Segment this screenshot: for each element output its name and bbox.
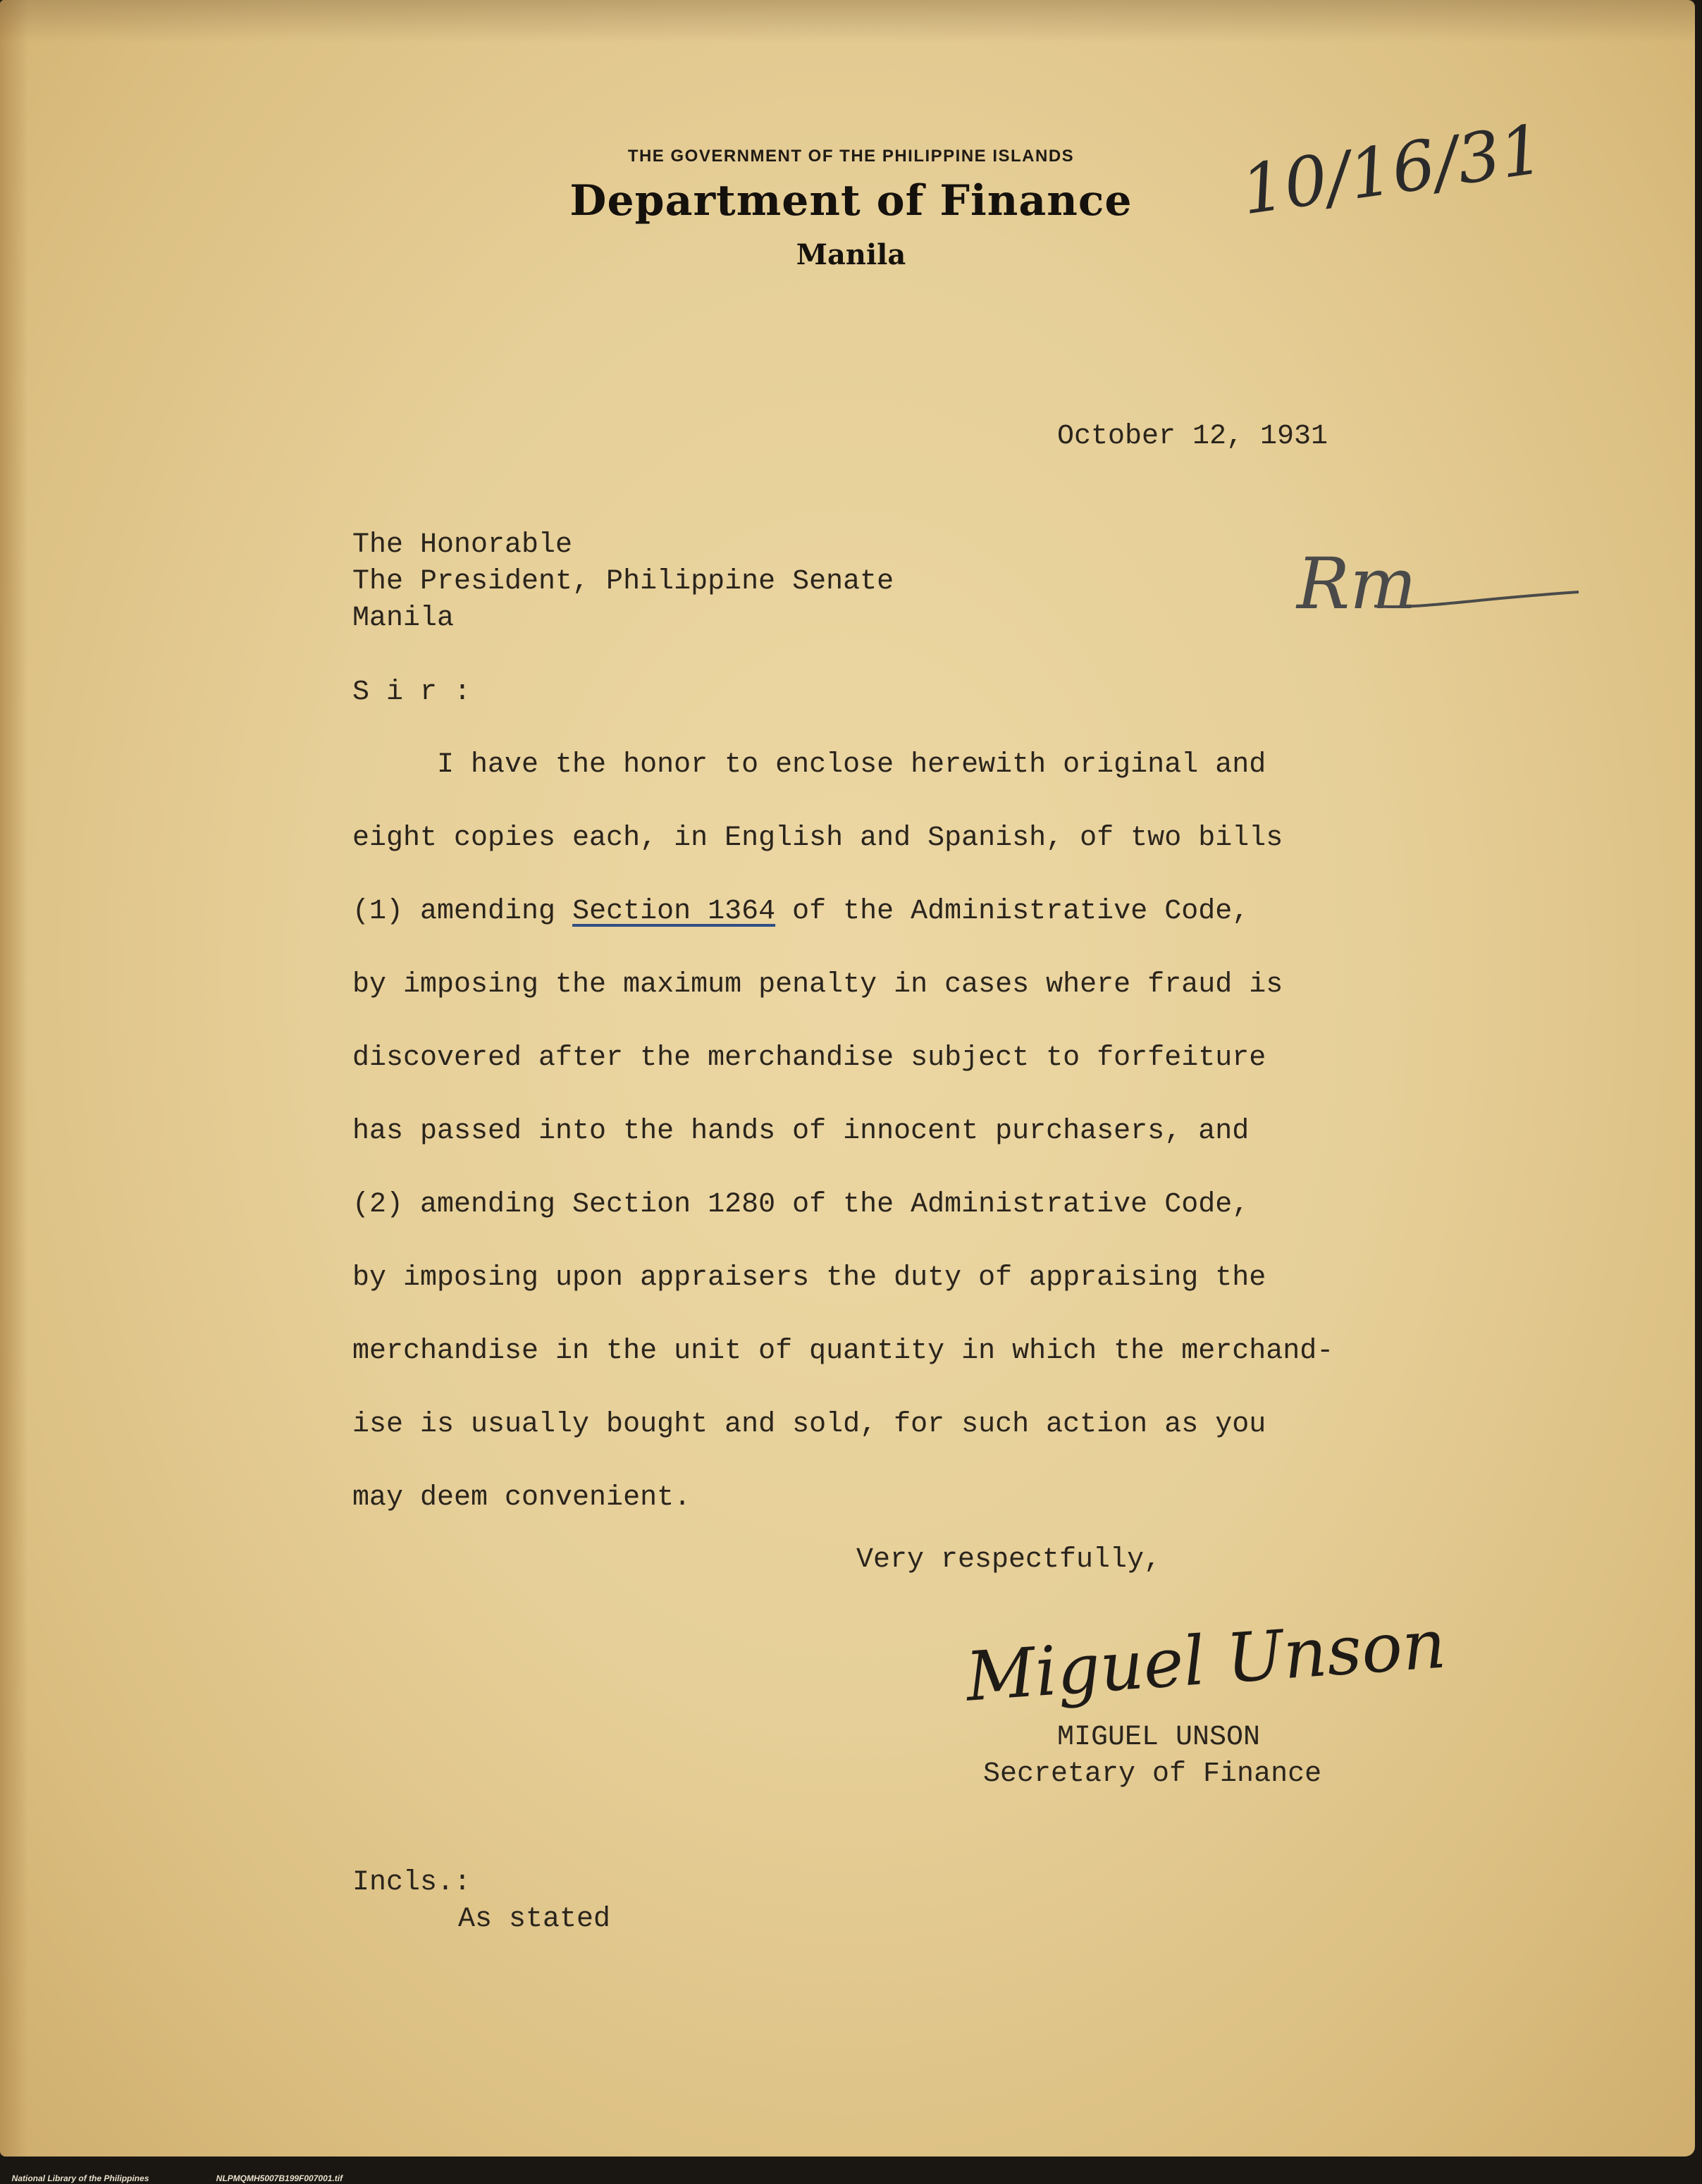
addressee-line-3: Manila (352, 603, 455, 634)
inclosures-label: Incls.: (352, 1867, 471, 1899)
footer-file-id: NLPMQMH5007B199F007001.tif (216, 2173, 343, 2183)
body-line-4: by imposing the maximum penalty in cases where fraud is (352, 969, 1283, 1001)
signer-title: Secretary of Finance (983, 1758, 1322, 1790)
handwritten-date: 10/16/31 (1236, 109, 1548, 230)
body-line-3-end: of the Administrative Code, (775, 896, 1250, 927)
letterhead-government: THE GOVERNMENT OF THE PHILIPPINE ISLANDS (627, 147, 1075, 166)
footer-caption (7, 2164, 149, 2183)
section-1364-reference: Section 1364 (572, 896, 776, 927)
body-line-9: merchandise in the unit of quantity in which the merchand- (352, 1335, 1334, 1367)
body-line-1: I have the honor to enclose herewith original and (352, 749, 1266, 781)
inclosures-value: As stated (458, 1904, 611, 1935)
letter-date: October 12, 1931 (1057, 421, 1328, 452)
closing: Very respectfully, (856, 1544, 1161, 1576)
footer-file-id-wrap (211, 2164, 343, 2183)
letterhead-department: Department of Finance (569, 176, 1133, 226)
handwritten-initials: Rm (1297, 543, 1417, 625)
signature: Miguel Unson (963, 1604, 1449, 1717)
body-line-8: by imposing upon appraisers the duty of appraising the (352, 1262, 1266, 1294)
body-line-5: discovered after the merchandise subject to forfeiture (352, 1042, 1266, 1074)
body-line-10: ise is usually bought and sold, for such action as you (352, 1409, 1266, 1440)
body-line-2: eight copies each, in English and Spanish, of two bills (352, 822, 1283, 854)
body-line-11: may deem convenient. (352, 1482, 691, 1514)
initials-flourish (1374, 578, 1586, 620)
signer-name: MIGUEL UNSON (1057, 1722, 1261, 1753)
addressee-line-2: The President, Philippine Senate (352, 566, 894, 598)
footer-library: National Library of the Philippines (11, 2173, 149, 2183)
body-line-7: (2) amending Section 1280 of the Administrative Code, (352, 1189, 1250, 1221)
addressee-line-1: The Honorable (352, 529, 573, 561)
body-line-6: has passed into the hands of innocent purchasers, and (352, 1116, 1250, 1147)
letterhead-city: Manila (796, 238, 906, 271)
body-line-3-start: (1) amending (352, 896, 573, 927)
salutation: S i r : (352, 677, 471, 708)
body-line-3 (352, 894, 1249, 930)
